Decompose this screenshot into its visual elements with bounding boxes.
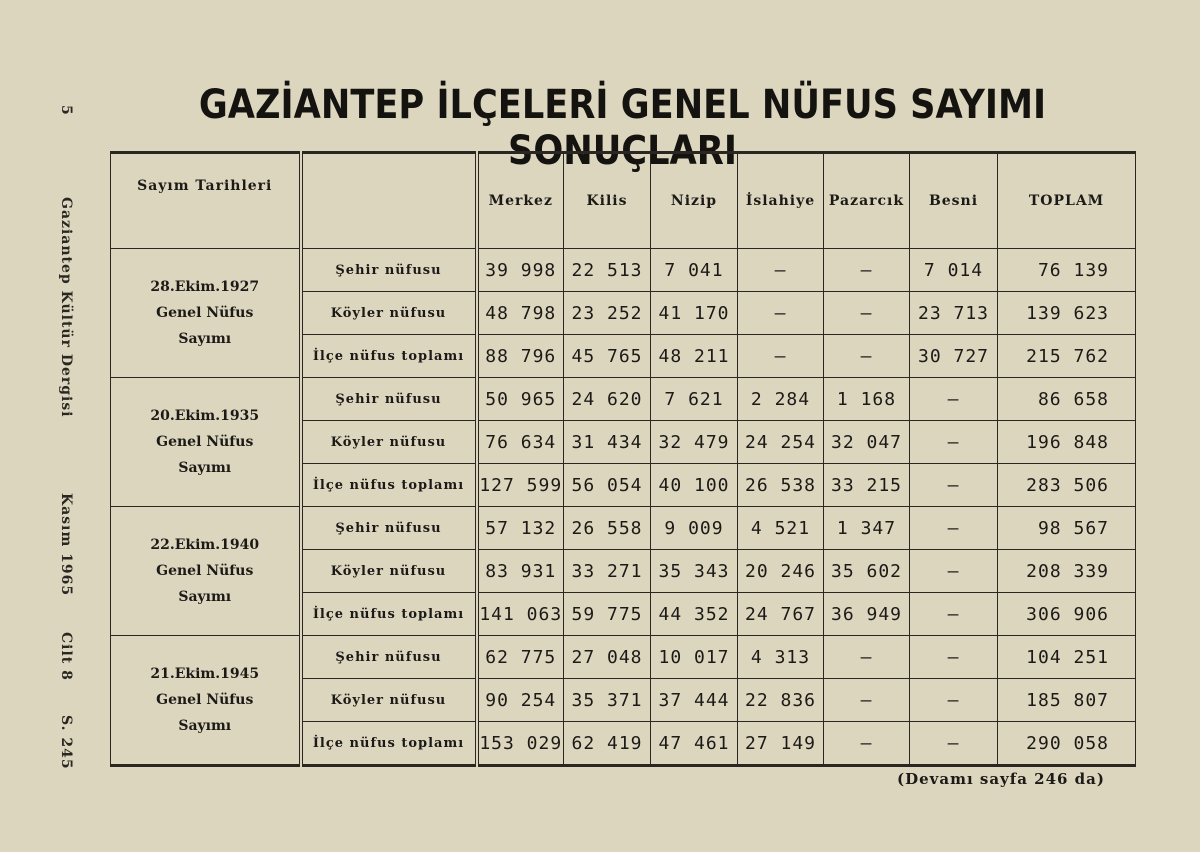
issue-date: Kasım 1965 (58, 493, 74, 597)
population-value: 2 284 (738, 378, 824, 421)
header-date: Sayım Tarihleri (111, 153, 301, 249)
population-value: 24 767 (738, 593, 824, 636)
census-date-cell (111, 636, 301, 766)
population-kind: Şehir nüfusu (301, 249, 477, 292)
population-value: 90 254 (477, 679, 564, 722)
population-value: 4 313 (738, 636, 824, 679)
population-value: 48 211 (651, 335, 738, 378)
population-kind: İlçe nüfus toplamı (301, 335, 477, 378)
population-value: — (824, 292, 910, 335)
census-date-cell (111, 507, 301, 636)
census-date-cell (111, 249, 301, 378)
census-date-line: 21.Ekim.1945 (150, 666, 260, 682)
census-date-line: Sayımı (178, 589, 232, 605)
population-value: 62 419 (564, 722, 651, 766)
header-islahiye: İslahiye (738, 153, 824, 249)
page-title: GAZİANTEP İLÇELERİ GENEL NÜFUS SAYIMI SONUÇLARI (198, 82, 1047, 174)
population-value: 36 949 (824, 593, 910, 636)
population-value: — (738, 249, 824, 292)
population-value: 88 796 (477, 335, 564, 378)
population-value: — (910, 550, 998, 593)
population-value: 50 965 (477, 378, 564, 421)
population-kind: İlçe nüfus toplamı (301, 593, 477, 636)
header-kind (301, 153, 477, 249)
population-value: 185 807 (998, 679, 1136, 722)
header-kilis: Kilis (564, 153, 651, 249)
population-kind: Şehir nüfusu (301, 378, 477, 421)
population-value: 139 623 (998, 292, 1136, 335)
population-value: 76 139 (998, 249, 1136, 292)
population-value: 56 054 (564, 464, 651, 507)
population-value: 4 521 (738, 507, 824, 550)
population-kind: Şehir nüfusu (301, 507, 477, 550)
table-row (111, 636, 1136, 679)
population-value: 32 479 (651, 421, 738, 464)
population-value: 62 775 (477, 636, 564, 679)
population-value: 33 271 (564, 550, 651, 593)
population-value: 196 848 (998, 421, 1136, 464)
population-value: — (824, 636, 910, 679)
population-value: 41 170 (651, 292, 738, 335)
population-value: 40 100 (651, 464, 738, 507)
population-value: 306 906 (998, 593, 1136, 636)
population-value: 23 252 (564, 292, 651, 335)
population-value: 37 444 (651, 679, 738, 722)
population-kind: Şehir nüfusu (301, 636, 477, 679)
population-value: — (910, 722, 998, 766)
population-value: — (738, 292, 824, 335)
side-caption (58, 105, 74, 769)
population-value: — (910, 679, 998, 722)
header-pazarcik: Pazarcık (824, 153, 910, 249)
population-value: 283 506 (998, 464, 1136, 507)
population-value: 7 041 (651, 249, 738, 292)
population-value: 9 009 (651, 507, 738, 550)
population-value: 47 461 (651, 722, 738, 766)
continued-note: (Devamı sayfa 246 da) (897, 770, 1105, 788)
population-value: 45 765 (564, 335, 651, 378)
population-value: — (910, 593, 998, 636)
population-value: 76 634 (477, 421, 564, 464)
population-value: 33 215 (824, 464, 910, 507)
population-kind: Köyler nüfusu (301, 550, 477, 593)
population-value: 24 620 (564, 378, 651, 421)
population-value: 1 347 (824, 507, 910, 550)
population-value: 35 343 (651, 550, 738, 593)
table-row (111, 507, 1136, 550)
population-value: 35 371 (564, 679, 651, 722)
population-value: — (824, 722, 910, 766)
population-value: 48 798 (477, 292, 564, 335)
population-value: 23 713 (910, 292, 998, 335)
population-value: 44 352 (651, 593, 738, 636)
population-value: 1 168 (824, 378, 910, 421)
population-value: 215 762 (998, 335, 1136, 378)
magazine-name: Gaziantep Kültür Dergisi (58, 196, 74, 418)
census-date-line: Sayımı (178, 331, 232, 347)
census-date-line: Genel Nüfus (156, 434, 254, 450)
population-value: 22 513 (564, 249, 651, 292)
census-date-line: Genel Nüfus (156, 563, 254, 579)
population-value: 22 836 (738, 679, 824, 722)
population-value: 83 931 (477, 550, 564, 593)
population-value: 30 727 (910, 335, 998, 378)
population-value: 20 246 (738, 550, 824, 593)
volume: Cilt 8 (58, 632, 74, 681)
population-value: 39 998 (477, 249, 564, 292)
population-value: 7 621 (651, 378, 738, 421)
table-row (111, 249, 1136, 292)
population-value: 27 048 (564, 636, 651, 679)
header-row (111, 153, 1136, 249)
population-value: 32 047 (824, 421, 910, 464)
population-value: 59 775 (564, 593, 651, 636)
population-value: 35 602 (824, 550, 910, 593)
population-value: 141 063 (477, 593, 564, 636)
population-value: 26 538 (738, 464, 824, 507)
census-date-line: Genel Nüfus (156, 692, 254, 708)
table-body (111, 249, 1136, 766)
population-value: — (910, 507, 998, 550)
header-besni: Besni (910, 153, 998, 249)
population-value: 290 058 (998, 722, 1136, 766)
population-value: 86 658 (998, 378, 1136, 421)
population-value: 27 149 (738, 722, 824, 766)
table-row (111, 378, 1136, 421)
population-value: — (910, 464, 998, 507)
population-value: — (910, 378, 998, 421)
population-value: — (910, 421, 998, 464)
population-value: — (738, 335, 824, 378)
page-number: 5 (58, 105, 74, 116)
population-kind: İlçe nüfus toplamı (301, 464, 477, 507)
population-kind: Köyler nüfusu (301, 421, 477, 464)
population-value: — (824, 679, 910, 722)
header-merkez: Merkez (477, 153, 564, 249)
census-date-line: Sayımı (178, 460, 232, 476)
population-value: — (910, 636, 998, 679)
population-value: 24 254 (738, 421, 824, 464)
population-value: 10 017 (651, 636, 738, 679)
census-date-line: Genel Nüfus (156, 305, 254, 321)
population-value: — (824, 335, 910, 378)
population-value: — (824, 249, 910, 292)
population-kind: Köyler nüfusu (301, 292, 477, 335)
census-date-line: 22.Ekim.1940 (150, 537, 260, 553)
population-value: 57 132 (477, 507, 564, 550)
population-kind: İlçe nüfus toplamı (301, 722, 477, 766)
population-kind: Köyler nüfusu (301, 679, 477, 722)
population-value: 127 599 (477, 464, 564, 507)
header-nizip: Nizip (651, 153, 738, 249)
population-value: 26 558 (564, 507, 651, 550)
population-value: 153 029 (477, 722, 564, 766)
page-ref: S. 245 (58, 714, 74, 770)
population-value: 104 251 (998, 636, 1136, 679)
population-value: 208 339 (998, 550, 1136, 593)
population-value: 31 434 (564, 421, 651, 464)
census-date-line: 28.Ekim.1927 (150, 279, 260, 295)
population-value: 98 567 (998, 507, 1136, 550)
header-toplam: TOPLAM (998, 153, 1136, 249)
census-date-line: 20.Ekim.1935 (150, 408, 260, 424)
population-value: 7 014 (910, 249, 998, 292)
census-date-line: Sayımı (178, 718, 232, 734)
census-table (110, 151, 1136, 767)
census-date-cell (111, 378, 301, 507)
